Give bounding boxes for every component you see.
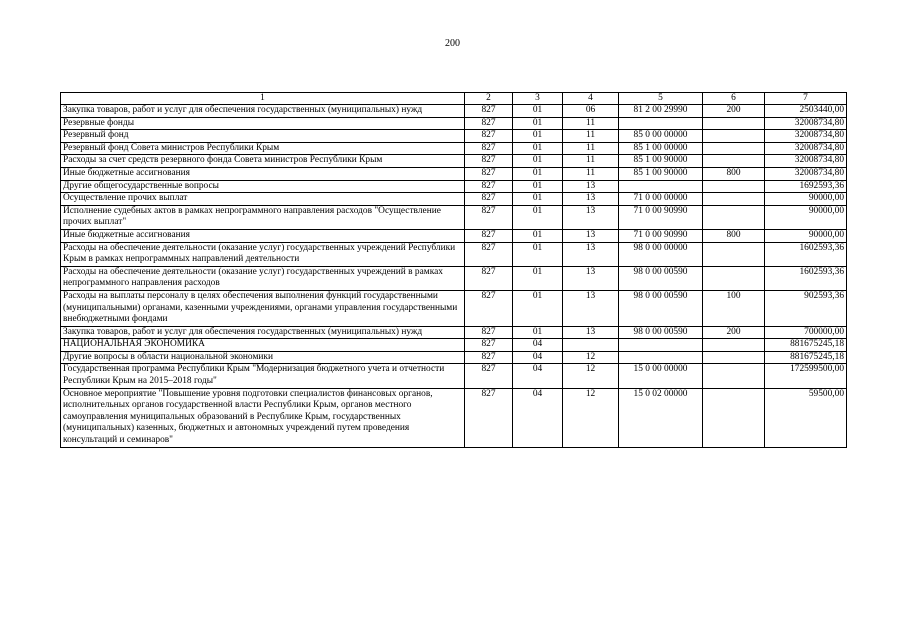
amount: 90000,00 <box>765 229 847 242</box>
subsection-code: 11 <box>563 130 619 143</box>
column-header: 4 <box>563 93 619 105</box>
amount: 90000,00 <box>765 193 847 206</box>
ministry-code: 827 <box>465 364 513 388</box>
ministry-code: 827 <box>465 339 513 352</box>
target-article-code: 71 0 00 90990 <box>619 229 703 242</box>
amount: 59500,00 <box>765 388 847 447</box>
target-article-code: 98 0 00 00590 <box>619 290 703 326</box>
column-header: 2 <box>465 93 513 105</box>
subsection-code: 13 <box>563 242 619 266</box>
expense-type-code <box>703 388 765 447</box>
column-header: 6 <box>703 93 765 105</box>
section-code: 01 <box>513 105 563 118</box>
amount: 2503440,00 <box>765 105 847 118</box>
section-code: 01 <box>513 205 563 229</box>
budget-table <box>60 92 847 448</box>
expense-type-code: 200 <box>703 105 765 118</box>
subsection-code: 06 <box>563 105 619 118</box>
section-code: 04 <box>513 339 563 352</box>
ministry-code: 827 <box>465 130 513 143</box>
table-row <box>61 242 847 266</box>
expense-type-code: 100 <box>703 290 765 326</box>
expense-name: Закупка товаров, работ и услуг для обеспечения государственных (муниципальных) нужд <box>61 105 465 118</box>
table-row <box>61 351 847 364</box>
amount: 172599500,00 <box>765 364 847 388</box>
expense-name: Другие общегосударственные вопросы <box>61 180 465 193</box>
table-row <box>61 105 847 118</box>
amount: 1602593,36 <box>765 242 847 266</box>
table-row <box>61 205 847 229</box>
subsection-code <box>563 339 619 352</box>
expense-name: Расходы за счет средств резервного фонда Совета министров Республики Крым <box>61 155 465 168</box>
ministry-code: 827 <box>465 351 513 364</box>
ministry-code: 827 <box>465 167 513 180</box>
subsection-code: 13 <box>563 193 619 206</box>
target-article-code <box>619 351 703 364</box>
expense-name: Резервный фонд <box>61 130 465 143</box>
ministry-code: 827 <box>465 117 513 130</box>
ministry-code: 827 <box>465 388 513 447</box>
expense-type-code: 800 <box>703 167 765 180</box>
amount: 881675245,18 <box>765 339 847 352</box>
amount: 1692593,36 <box>765 180 847 193</box>
section-code: 01 <box>513 242 563 266</box>
expense-type-code <box>703 193 765 206</box>
section-code: 04 <box>513 388 563 447</box>
expense-name: Резервные фонды <box>61 117 465 130</box>
expense-type-code <box>703 180 765 193</box>
section-code: 01 <box>513 193 563 206</box>
section-code: 04 <box>513 351 563 364</box>
ministry-code: 827 <box>465 105 513 118</box>
ministry-code: 827 <box>465 326 513 339</box>
subsection-code: 11 <box>563 142 619 155</box>
target-article-code: 71 0 00 90990 <box>619 205 703 229</box>
expense-name: Закупка товаров, работ и услуг для обеспечения государственных (муниципальных) нужд <box>61 326 465 339</box>
section-code: 01 <box>513 229 563 242</box>
table-row <box>61 229 847 242</box>
subsection-code: 11 <box>563 167 619 180</box>
column-header: 3 <box>513 93 563 105</box>
target-article-code: 15 0 02 00000 <box>619 388 703 447</box>
amount: 90000,00 <box>765 205 847 229</box>
subsection-code: 13 <box>563 229 619 242</box>
section-code: 01 <box>513 180 563 193</box>
section-code: 01 <box>513 266 563 290</box>
expense-type-code <box>703 242 765 266</box>
table-row <box>61 167 847 180</box>
page-number: 200 <box>445 38 460 49</box>
table-row <box>61 142 847 155</box>
subsection-code: 13 <box>563 266 619 290</box>
section-code: 01 <box>513 326 563 339</box>
subsection-code: 13 <box>563 205 619 229</box>
target-article-code: 71 0 00 00000 <box>619 193 703 206</box>
table-row <box>61 180 847 193</box>
column-header: 1 <box>61 93 465 105</box>
table-row <box>61 130 847 143</box>
subsection-code: 12 <box>563 351 619 364</box>
expense-name: Расходы на обеспечение деятельности (оказание услуг) государственных учреждений в рамках непрограммного направления расходов <box>61 266 465 290</box>
subsection-code: 13 <box>563 290 619 326</box>
table-row <box>61 364 847 388</box>
expense-type-code <box>703 266 765 290</box>
section-code: 01 <box>513 130 563 143</box>
amount: 1602593,36 <box>765 266 847 290</box>
expense-type-code <box>703 155 765 168</box>
target-article-code <box>619 339 703 352</box>
target-article-code: 98 0 00 00590 <box>619 326 703 339</box>
expense-name: Иные бюджетные ассигнования <box>61 229 465 242</box>
expense-name: НАЦИОНАЛЬНАЯ ЭКОНОМИКА <box>61 339 465 352</box>
ministry-code: 827 <box>465 242 513 266</box>
section-code: 01 <box>513 117 563 130</box>
subsection-code: 13 <box>563 180 619 193</box>
ministry-code: 827 <box>465 142 513 155</box>
amount: 700000,00 <box>765 326 847 339</box>
expense-name: Исполнение судебных актов в рамках непрограммного направления расходов "Осуществление прочих выплат" <box>61 205 465 229</box>
subsection-code: 12 <box>563 388 619 447</box>
expense-name: Осуществление прочих выплат <box>61 193 465 206</box>
table-row <box>61 193 847 206</box>
expense-name: Расходы на обеспечение деятельности (оказание услуг) государственных учреждений Республики Крым в рамках непрограммных направлений деятельности <box>61 242 465 266</box>
section-code: 01 <box>513 142 563 155</box>
ministry-code: 827 <box>465 193 513 206</box>
expense-type-code <box>703 364 765 388</box>
expense-type-code: 200 <box>703 326 765 339</box>
table-row <box>61 388 847 447</box>
amount: 32008734,80 <box>765 155 847 168</box>
target-article-code <box>619 117 703 130</box>
amount: 32008734,80 <box>765 142 847 155</box>
table-row <box>61 326 847 339</box>
target-article-code: 85 0 00 00000 <box>619 130 703 143</box>
expense-name: Основное мероприятие "Повышение уровня подготовки специалистов финансовых органов, исполнительных органов государственной власти Республики Крым, органов местного самоуправления муниципальных образований в Республике Крым, государственных (муниципальных) казенных, бюджетных и автономных учреждений путем проведения консультаций и семинаров" <box>61 388 465 447</box>
ministry-code: 827 <box>465 180 513 193</box>
target-article-code: 98 0 00 00000 <box>619 242 703 266</box>
table-row <box>61 339 847 352</box>
section-code: 01 <box>513 155 563 168</box>
target-article-code: 85 1 00 90000 <box>619 167 703 180</box>
target-article-code <box>619 180 703 193</box>
expense-name: Государственная программа Республики Крым "Модернизация бюджетного учета и отчетности Республики Крым на 2015–2018 годы" <box>61 364 465 388</box>
ministry-code: 827 <box>465 229 513 242</box>
target-article-code: 81 2 00 29990 <box>619 105 703 118</box>
ministry-code: 827 <box>465 266 513 290</box>
expense-type-code <box>703 351 765 364</box>
expense-name: Иные бюджетные ассигнования <box>61 167 465 180</box>
table-row <box>61 117 847 130</box>
expense-name: Резервный фонд Совета министров Республики Крым <box>61 142 465 155</box>
section-code: 04 <box>513 364 563 388</box>
expense-type-code <box>703 205 765 229</box>
expense-type-code <box>703 339 765 352</box>
expense-type-code <box>703 117 765 130</box>
expense-type-code <box>703 142 765 155</box>
header-row <box>61 93 847 105</box>
section-code: 01 <box>513 290 563 326</box>
column-header: 5 <box>619 93 703 105</box>
amount: 32008734,80 <box>765 167 847 180</box>
ministry-code: 827 <box>465 205 513 229</box>
table-row <box>61 290 847 326</box>
target-article-code: 98 0 00 00590 <box>619 266 703 290</box>
subsection-code: 12 <box>563 364 619 388</box>
target-article-code: 85 1 00 90000 <box>619 155 703 168</box>
ministry-code: 827 <box>465 155 513 168</box>
subsection-code: 11 <box>563 155 619 168</box>
expense-type-code <box>703 130 765 143</box>
amount: 881675245,18 <box>765 351 847 364</box>
ministry-code: 827 <box>465 290 513 326</box>
expense-name: Другие вопросы в области национальной экономики <box>61 351 465 364</box>
expense-type-code: 800 <box>703 229 765 242</box>
subsection-code: 13 <box>563 326 619 339</box>
amount: 32008734,80 <box>765 117 847 130</box>
amount: 902593,36 <box>765 290 847 326</box>
section-code: 01 <box>513 167 563 180</box>
amount: 32008734,80 <box>765 130 847 143</box>
table-row <box>61 266 847 290</box>
expense-name: Расходы на выплаты персоналу в целях обеспечения выполнения функций государственными (муниципальными) органами, казенными учреждениями, органами управления государственными внебюджетными фондами <box>61 290 465 326</box>
target-article-code: 85 1 00 00000 <box>619 142 703 155</box>
table-row <box>61 155 847 168</box>
column-header: 7 <box>765 93 847 105</box>
subsection-code: 11 <box>563 117 619 130</box>
target-article-code: 15 0 00 00000 <box>619 364 703 388</box>
